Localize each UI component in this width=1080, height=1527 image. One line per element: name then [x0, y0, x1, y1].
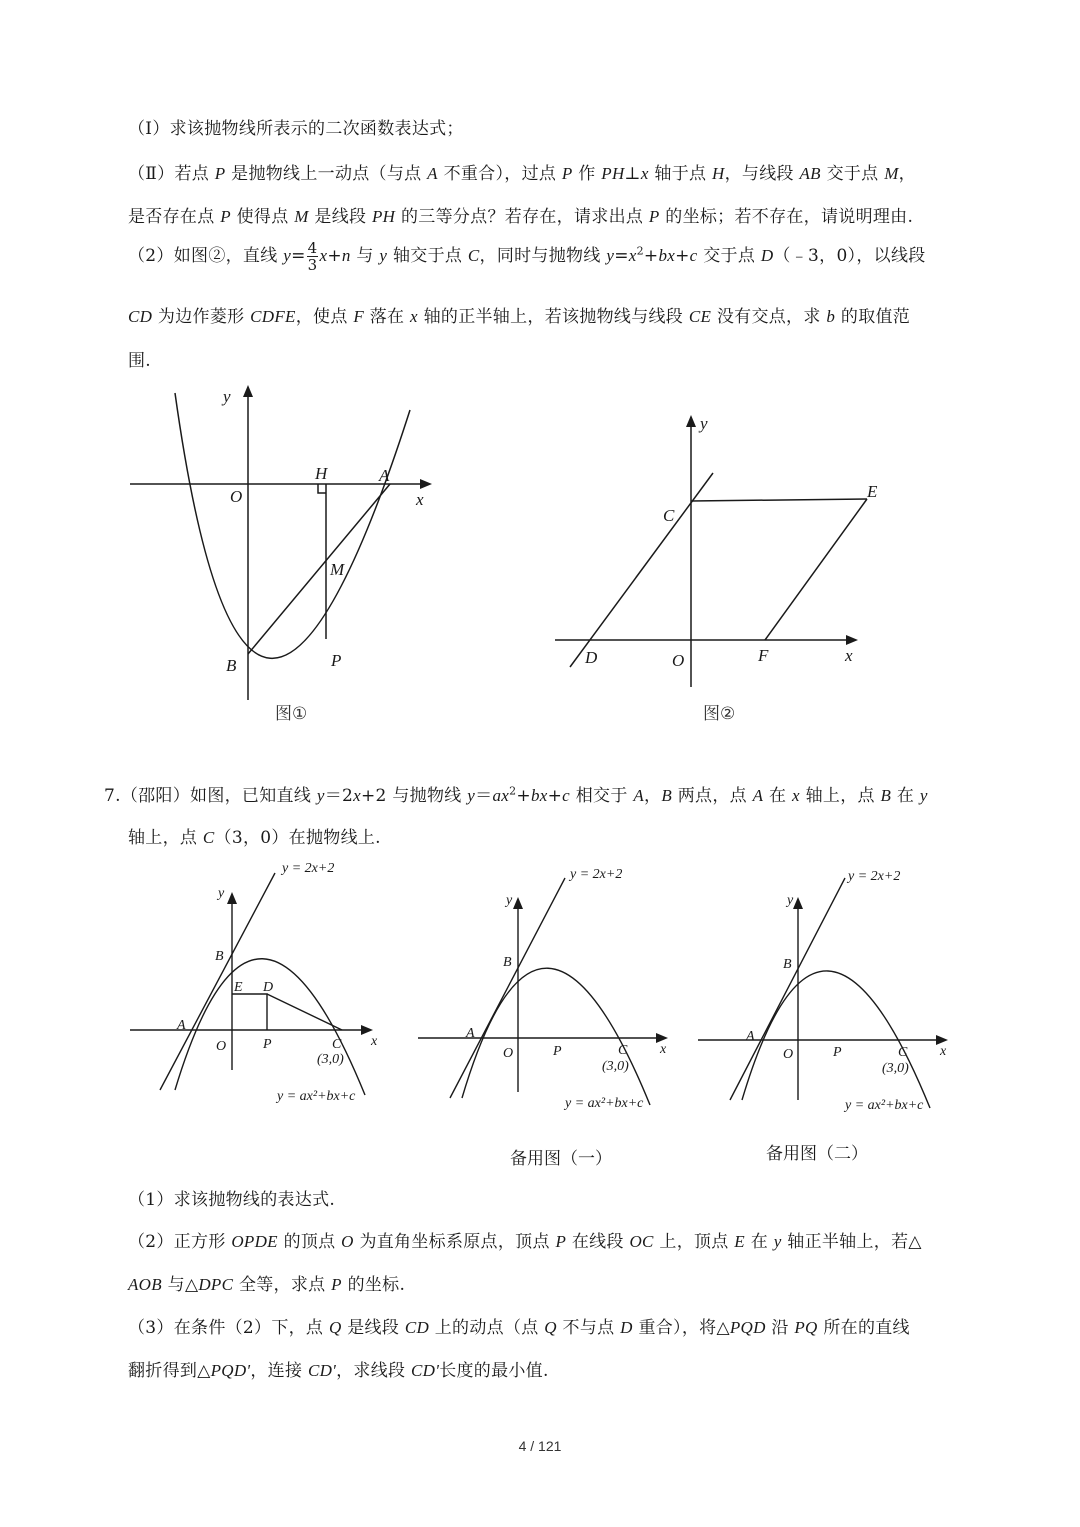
- p7f1-label-x: x: [371, 1034, 378, 1049]
- p7-q1: （1）求该抛物线的表达式.: [128, 1190, 336, 1210]
- p7f3-label-P: P: [833, 1045, 842, 1060]
- p7f3-label-parabola: y = ax²+bx+c: [845, 1098, 924, 1113]
- p7f1-label-D: D: [263, 980, 274, 995]
- fig2-label-O: O: [672, 651, 685, 670]
- fig1-label-O: O: [230, 487, 243, 506]
- fig1-label-H: H: [315, 464, 328, 483]
- p7f1-y-arrow: [227, 892, 237, 904]
- p7f1-label-A: A: [177, 1018, 186, 1033]
- p7f3-label-O: O: [783, 1047, 794, 1062]
- p7f2-label-C-coord: (3,0): [602, 1059, 629, 1074]
- fig1-label-M: M: [330, 560, 345, 579]
- p7f1-label-parabola: y = ax²+bx+c: [277, 1089, 356, 1104]
- fig1-y-arrow: [243, 385, 253, 397]
- p7f2-parabola: [462, 968, 650, 1105]
- fig2-segment-EF: [765, 499, 867, 640]
- fig1-right-angle: [318, 484, 326, 493]
- p7f3-label-line: y = 2x+2: [848, 869, 901, 884]
- p7f2-line: [450, 878, 565, 1098]
- p7f3-y-arrow: [793, 897, 803, 909]
- p7f1-line: [160, 873, 275, 1090]
- p7f3-caption: 备用图（二）: [766, 1144, 868, 1164]
- p7f2-label-C: C: [618, 1043, 628, 1058]
- fig1-caption: 图①: [275, 704, 308, 724]
- p7f2-label-line: y = 2x+2: [570, 867, 623, 882]
- p7f1-label-line: y = 2x+2: [282, 861, 335, 876]
- fig1-label-y: y: [223, 387, 231, 406]
- p7-line1: 7.（邵阳）如图，已知直线 y＝2x+2 与抛物线 $y=ax^2+bx+c$ 相交于 A，B 两点，点 A 在 x 轴上，点 B 在 y: [104, 784, 928, 806]
- p6-part2-line3: 围.: [128, 351, 152, 371]
- p7-line2: 轴上，点 C（3，0）在抛物线上.: [128, 828, 381, 848]
- p7f2-label-P: P: [553, 1044, 562, 1059]
- p7f2-label-O: O: [503, 1046, 514, 1061]
- p6-part1-ii-line1: （Ⅱ）若点 P 是抛物线上一动点（与点 A 不重合），过点 P 作 PH⊥x 轴于点 H，与线段 AB 交于点 M，: [128, 164, 916, 184]
- p6-part1-i: （Ⅰ）求该抛物线所表示的二次函数表达式；: [128, 119, 464, 139]
- p7f1-square: [232, 994, 267, 1030]
- p7f3-label-C-coord: (3,0): [882, 1061, 909, 1076]
- p7-q2-line2: AOB 与△DPC 全等，求点 P 的坐标.: [128, 1275, 406, 1295]
- p7f1-label-E: E: [234, 980, 243, 995]
- p7f3-label-x: x: [940, 1044, 947, 1059]
- p7f2-caption: 备用图（一）: [510, 1149, 612, 1169]
- fig2-label-x: x: [845, 646, 853, 665]
- p7f1-label-C: C: [332, 1037, 342, 1052]
- p7f2-y-arrow: [513, 897, 523, 909]
- p7f2-label-x: x: [660, 1042, 667, 1057]
- p7f2-label-y: y: [506, 893, 513, 908]
- fig1-label-A: A: [379, 466, 390, 485]
- fig2-y-arrow: [686, 415, 696, 427]
- p7-q3-line1: （3）在条件（2）下，点 Q 是线段 CD 上的动点（点 Q 不与点 D 重合），将△PQD 沿 PQ 所在的直线: [128, 1318, 910, 1338]
- p7-q3-line2: 翻折得到△PQD'，连接 CD'，求线段 CD'长度的最小值.: [128, 1361, 549, 1381]
- p7f1-segment-DC: [267, 994, 342, 1030]
- p7f3-label-A: A: [746, 1029, 755, 1044]
- fig2-label-C: C: [663, 506, 675, 525]
- p7f1-label-C-coord: (3,0): [317, 1052, 344, 1067]
- fig2-label-E: E: [867, 482, 878, 501]
- p7f3-label-y: y: [787, 893, 794, 908]
- fig1-label-B: B: [226, 656, 237, 675]
- p7f2-label-B: B: [503, 955, 512, 970]
- fig1-label-P: P: [331, 651, 342, 670]
- p7f3-label-B: B: [783, 957, 792, 972]
- fig2-x-arrow: [846, 635, 858, 645]
- figure-7-main: [125, 855, 405, 1115]
- fig2-label-y: y: [700, 414, 708, 433]
- fig2-segment-CE: [691, 499, 867, 501]
- p7f1-label-O: O: [216, 1039, 227, 1054]
- p7f3-label-C: C: [898, 1045, 908, 1060]
- p7-q2-line1: （2）正方形 OPDE 的顶点 O 为直角坐标系原点，顶点 P 在线段 OC 上，顶点 E 在 y 轴正半轴上，若△: [128, 1232, 922, 1252]
- fraction-4-3: $\frac{4}{3}$: [307, 239, 318, 274]
- figure-7-backup-2: [690, 860, 980, 1170]
- figure-1: [120, 375, 450, 735]
- fig1-segment-AB: [248, 484, 390, 654]
- fig2-caption: 图②: [703, 704, 736, 724]
- p7f1-label-y: y: [218, 886, 225, 901]
- p6-part1-ii-line2: 是否存在点 P 使得点 M 是线段 PH 的三等分点？若存在，请求出点 P 的坐标；若不存在，请说明理由.: [128, 207, 914, 227]
- p7f2-label-A: A: [466, 1026, 475, 1041]
- p6-part2-line2: CD 为边作菱形 CDFE，使点 F 落在 x 轴的正半轴上，若该抛物线与线段 CE 没有交点，求 b 的取值范: [128, 307, 911, 327]
- fig1-label-x: x: [416, 490, 424, 509]
- p6-part2-line1: （2）如图②，直线 y= $\frac{4}{3}$ x+n 与 y 轴交于点 C，同时与抛物线 $y=x^2+bx+c$ 交于点 D（﹣3，0），以线段: [128, 239, 926, 274]
- figure-7-backup-1: [410, 860, 690, 1170]
- p7f1-label-B: B: [215, 949, 224, 964]
- p7f1-label-P: P: [263, 1037, 272, 1052]
- fig1-parabola: [175, 393, 410, 658]
- fig1-x-arrow: [420, 479, 432, 489]
- fig2-label-F: F: [758, 646, 769, 665]
- p7f2-label-parabola: y = ax²+bx+c: [565, 1096, 644, 1111]
- figure-2: [545, 405, 878, 735]
- p7f3-line: [730, 878, 845, 1100]
- page-number: 4 / 121: [518, 1438, 562, 1454]
- fig2-label-D: D: [585, 648, 598, 667]
